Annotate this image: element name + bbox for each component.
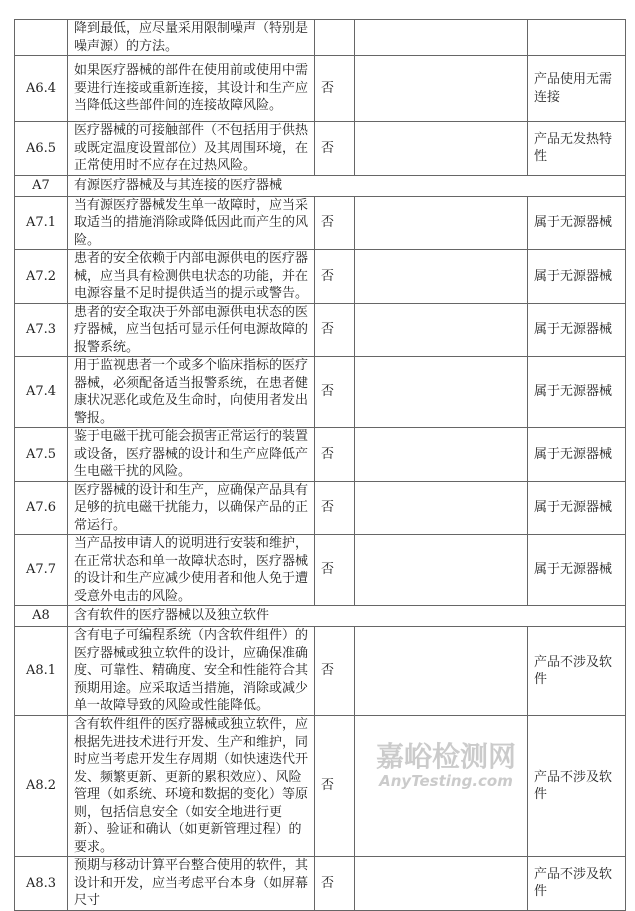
note-cell: 属于无源器械 (528, 535, 626, 606)
section-row (15, 175, 626, 196)
note-cell: 属于无源器械 (528, 196, 626, 250)
applicable-cell: 否 (315, 303, 355, 357)
applicable-cell: 否 (315, 56, 355, 122)
note-cell: 属于无源器械 (528, 357, 626, 428)
applicable-cell: 否 (315, 196, 355, 250)
section-title-cell: 有源医疗器械及与其连接的医疗器械 (68, 175, 626, 196)
evidence-cell (355, 627, 528, 716)
note-cell: 属于无源器械 (528, 303, 626, 357)
evidence-cell (355, 250, 528, 304)
applicable-cell (315, 20, 355, 56)
applicable-cell: 否 (315, 357, 355, 428)
watermark-en: AnyTesting.com (379, 772, 513, 790)
section-title-cell: 含有软件的医疗器械以及独立软件 (68, 606, 626, 627)
requirement-text-cell: 如果医疗器械的部件在使用前或使用中需要进行连接或重新连接，其设计和生产应当降低这些部件间的连接故障风险。 (68, 56, 315, 122)
clause-id-cell: A7.2 (15, 250, 68, 304)
requirement-text-cell: 含有软件组件的医疗器械或独立软件，应根据先进技术进行开发、生产和维护，同时应当考虑开发生存周期（如快速迭代开发、频繁更新、更新的累积效应）、风险管理（如系统、环境和数据的变化）等原则，包括信息安全（如安全地进行更新）、验证和确认（如更新管理过程）的要求。 (68, 716, 315, 857)
note-cell: 属于无源器械 (528, 250, 626, 304)
table-row (15, 20, 626, 56)
table-row (15, 357, 626, 428)
requirement-text-cell: 医疗器械的设计和生产，应确保产品具有足够的抗电磁干扰能力，以确保产品的正常运行。 (68, 481, 315, 535)
evidence-cell (355, 56, 528, 122)
section-row (15, 606, 626, 627)
clause-id-cell: A7.1 (15, 196, 68, 250)
requirement-text-cell: 患者的安全依赖于内部电源供电的医疗器械，应当具有检测供电状态的功能，并在电源容量不足时提供适当的提示或警告。 (68, 250, 315, 304)
note-cell: 属于无源器械 (528, 428, 626, 482)
evidence-cell (355, 481, 528, 535)
requirement-text-cell: 预期与移动计算平台整合使用的软件，其设计和开发，应当考虑平台本身（如屏幕尺寸 (68, 857, 315, 911)
requirement-text-cell: 鉴于电磁干扰可能会损害正常运行的装置或设备，医疗器械的设计和生产应降低产生电磁干扰的风险。 (68, 428, 315, 482)
clause-id-cell: A8 (15, 606, 68, 627)
clause-id-cell: A6.5 (15, 122, 68, 176)
clause-id-cell: A7.6 (15, 481, 68, 535)
applicable-cell: 否 (315, 428, 355, 482)
note-cell: 产品不涉及软件 (528, 716, 626, 857)
table-row (15, 250, 626, 304)
clause-id-cell: A7.3 (15, 303, 68, 357)
table-row (15, 857, 626, 911)
requirement-text-cell: 当有源医疗器械发生单一故障时，应当采取适当的措施消除或降低因此而产生的风险。 (68, 196, 315, 250)
clause-id-cell: A7 (15, 175, 68, 196)
evidence-cell (355, 303, 528, 357)
requirement-text-cell: 医疗器械的可接触部件（不包括用于供热或既定温度设置部位）及其周围环境，在正常使用时不应存在过热风险。 (68, 122, 315, 176)
clause-id-cell: A7.7 (15, 535, 68, 606)
requirement-text-cell: 降到最低，应尽量采用限制噪声（特别是噪声源）的方法。 (68, 20, 315, 56)
applicable-cell: 否 (315, 627, 355, 716)
clause-id-cell: A8.1 (15, 627, 68, 716)
evidence-cell (355, 428, 528, 482)
table-body (15, 20, 626, 911)
note-cell: 产品不涉及软件 (528, 627, 626, 716)
requirement-text-cell: 患者的安全取决于外部电源供电状态的医疗器械，应当包括可显示任何电源故障的报警系统。 (68, 303, 315, 357)
table-row (15, 56, 626, 122)
note-cell: 产品使用无需连接 (528, 56, 626, 122)
evidence-cell (355, 716, 528, 857)
evidence-cell (355, 857, 528, 911)
applicable-cell: 否 (315, 716, 355, 857)
applicable-cell: 否 (315, 535, 355, 606)
watermark-cn: 嘉峪检测网 (375, 740, 516, 773)
evidence-cell (355, 20, 528, 56)
table-row (15, 122, 626, 176)
note-cell: 属于无源器械 (528, 481, 626, 535)
requirement-text-cell: 当产品按申请人的说明进行安装和维护，在正常状态和单一故障状态时，医疗器械的设计和生产应减少使用者和他人免于遭受意外电击的风险。 (68, 535, 315, 606)
requirement-text-cell: 用于监视患者一个或多个临床指标的医疗器械，必须配备适当报警系统，在患者健康状况恶化或危及生命时，向使用者发出警报。 (68, 357, 315, 428)
table-row (15, 196, 626, 250)
note-cell (528, 20, 626, 56)
applicable-cell: 否 (315, 481, 355, 535)
clause-id-cell (15, 20, 68, 56)
applicable-cell: 否 (315, 122, 355, 176)
clause-id-cell: A6.4 (15, 56, 68, 122)
note-cell: 产品无发热特性 (528, 122, 626, 176)
evidence-cell (355, 535, 528, 606)
clause-id-cell: A7.4 (15, 357, 68, 428)
table-row (15, 303, 626, 357)
note-cell: 产品不涉及软件 (528, 857, 626, 911)
evidence-cell (355, 357, 528, 428)
applicable-cell: 否 (315, 250, 355, 304)
table-row (15, 428, 626, 482)
clause-id-cell: A8.2 (15, 716, 68, 857)
requirement-text-cell: 含有电子可编程系统（内含软件组件）的医疗器械或独立软件的设计，应确保准确度、可靠性、精确度、安全和性能符合其预期用途。应采取适当措施，消除或减少单一故障导致的风险或性能降低。 (68, 627, 315, 716)
table-row (15, 627, 626, 716)
evidence-cell (355, 122, 528, 176)
evidence-cell (355, 196, 528, 250)
requirements-table (14, 19, 626, 911)
table-row (15, 716, 626, 857)
applicable-cell: 否 (315, 857, 355, 911)
clause-id-cell: A8.3 (15, 857, 68, 911)
table-row (15, 481, 626, 535)
clause-id-cell: A7.5 (15, 428, 68, 482)
table-row (15, 535, 626, 606)
